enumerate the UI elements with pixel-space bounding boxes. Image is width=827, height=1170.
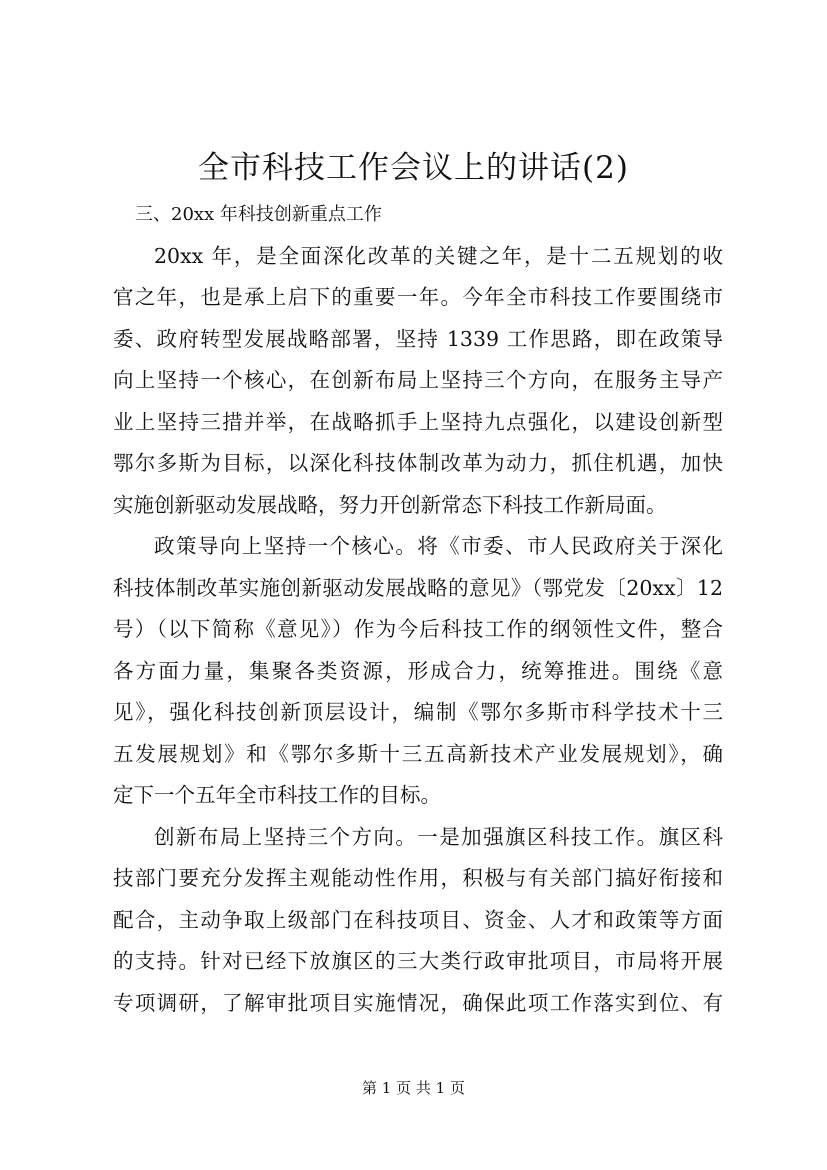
paragraph-line: 业上坚持三措并举，在战略抓手上坚持九点强化，以建设创新型 [113,409,723,434]
paragraph-line: 官之年，也是承上启下的重要一年。今年全市科技工作要围绕市 [113,285,723,309]
paragraph-line: 配合，主动争取上级部门在科技项目、资金、人才和政策等方面 [113,907,723,932]
paragraph-line: 向上坚持一个核心，在创新布局上坚持三个方向，在服务主导产 [113,368,723,392]
paragraph-line: 见》，强化科技创新顶层设计，编制《鄂尔多斯市科学技术十三 [113,700,723,724]
paragraph-line: 定下一个五年全市科技工作的目标。 [113,783,441,807]
section-heading: 三、20xx 年科技创新重点工作 [135,204,382,225]
paragraph-line: 创新布局上坚持三个方向。一是加强旗区科技工作。旗区科 [154,824,723,849]
paragraph-line: 科技体制改革实施创新驱动发展战略的意见》（鄂党发〔20xx〕12 [113,575,723,600]
page-footer: 第 1 页 共 1 页 [362,1079,465,1097]
paragraph-line: 实施创新驱动发展战略，努力开创新常态下科技工作新局面。 [113,492,667,517]
paragraph-line: 号）（以下简称《意见》）作为今后科技工作的纲领性文件，整合 [113,617,723,641]
paragraph-line: 的支持。针对已经下放旗区的三大类行政审批项目，市局将开展 [113,949,723,973]
paragraph-line: 技部门要充分发挥主观能动性作用，积极与有关部门搞好衔接和 [113,866,723,890]
document-title: 全市科技工作会议上的讲话(2) [198,150,629,186]
document-body [113,194,723,1024]
paragraph-line: 政策导向上坚持一个核心。将《市委、市人民政府关于深化 [154,534,723,558]
paragraph-line: 五发展规划》和《鄂尔多斯十三五高新技术产业发展规划》，确 [113,741,723,766]
paragraph-line: 各方面力量，集聚各类资源，形成合力，统筹推进。围绕《意 [113,658,723,683]
paragraph-line: 20xx 年，是全面深化改革的关键之年，是十二五规划的收 [154,243,723,268]
paragraph-line: 专项调研，了解审批项目实施情况，确保此项工作落实到位、有 [113,990,723,1015]
paragraph-line: 鄂尔多斯为目标，以深化科技体制改革为动力，抓住机遇，加快 [113,451,723,475]
paragraph-line: 委、政府转型发展战略部署，坚持 1339 工作思路，即在政策导 [113,326,723,351]
